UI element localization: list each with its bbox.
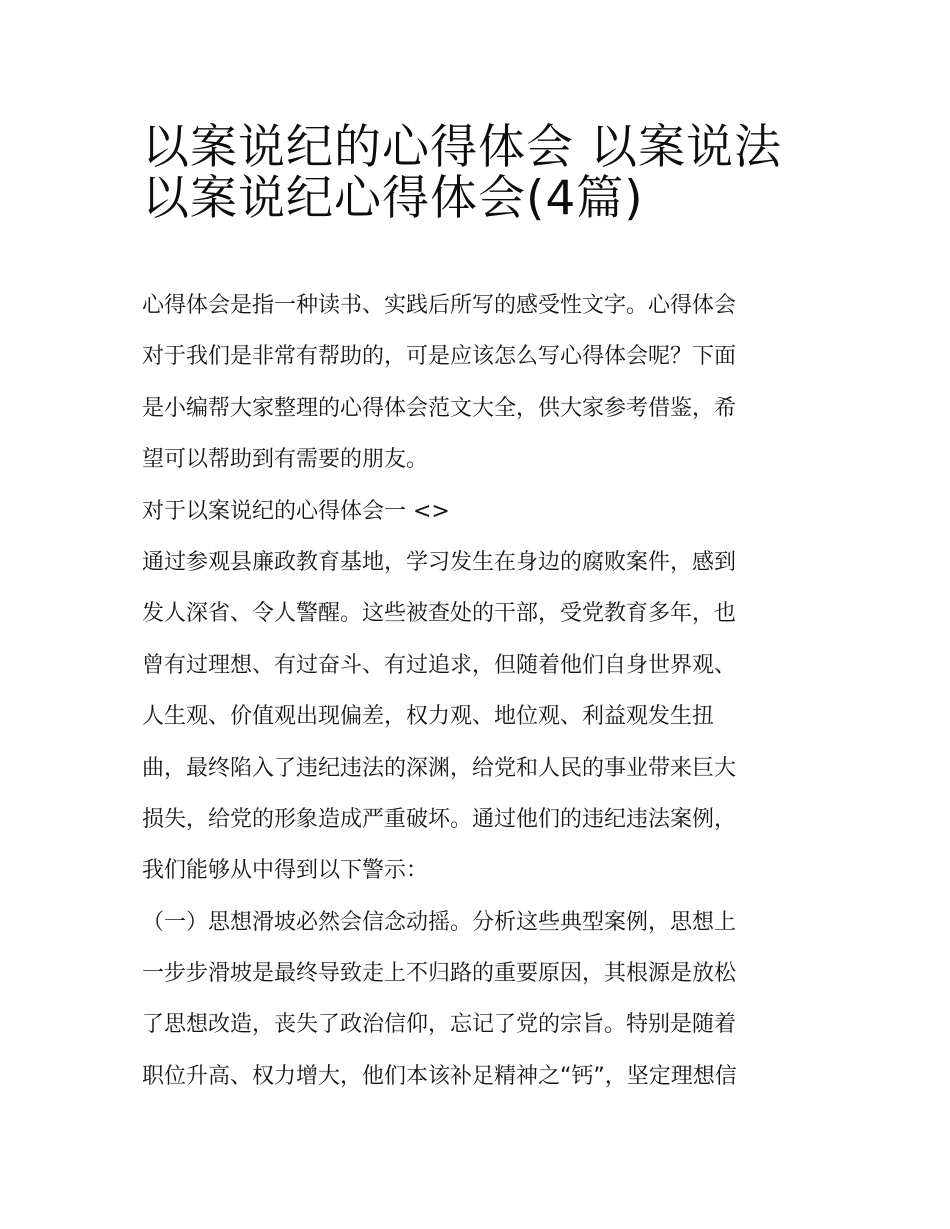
text-line: 人生观、价值观出现偏差，权力观、地位观、利益观发生扭 bbox=[142, 704, 715, 730]
text-line: 曾有过理想、有过奋斗、有过追求，但随着他们自身世界观、 bbox=[142, 652, 737, 678]
intro-paragraph bbox=[142, 280, 814, 486]
body-paragraph bbox=[142, 897, 814, 1103]
text-line: 对于以案说纪的心得体会一 <> bbox=[142, 498, 450, 524]
document-title bbox=[142, 114, 822, 227]
document-body bbox=[142, 280, 814, 1102]
text-line: （一）思想滑坡必然会信念动摇。分析这些典型案例，思想上 bbox=[142, 909, 737, 935]
section-heading bbox=[142, 486, 814, 537]
text-line: 对于我们是非常有帮助的，可是应该怎么写心得体会呢？下面 bbox=[142, 344, 737, 370]
title-line: 以案说纪的心得体会 以案说法 bbox=[142, 120, 782, 175]
text-line: 损失，给党的形象造成严重破坏。通过他们的违纪违法案例， bbox=[142, 806, 737, 832]
text-line: 望可以帮助到有需要的朋友。 bbox=[142, 447, 429, 473]
text-line: 心得体会是指一种读书、实践后所写的感受性文字。心得体会 bbox=[142, 293, 737, 318]
text-line: 一步步滑坡是最终导致走上不归路的重要原因，其根源是放松 bbox=[142, 961, 737, 987]
text-line: 曲，最终陷入了违纪违法的深渊，给党和人民的事业带来巨大 bbox=[142, 755, 737, 781]
text-line: 发人深省、令人警醒。这些被查处的干部，受党教育多年，也 bbox=[142, 601, 737, 627]
body-paragraph bbox=[142, 537, 814, 897]
text-line: 了思想改造，丧失了政治信仰，忘记了党的宗旨。特别是随着 bbox=[142, 1012, 737, 1038]
text-line: 职位升高、权力增大，他们本该补足精神之“钙”，坚定理想信 bbox=[142, 1063, 737, 1089]
text-line: 通过参观县廉政教育基地，学习发生在身边的腐败案件，感到 bbox=[142, 549, 737, 575]
text-line: 是小编帮大家整理的心得体会范文大全，供大家参考借鉴，希 bbox=[142, 395, 737, 421]
text-line: 我们能够从中得到以下警示： bbox=[142, 858, 429, 884]
title-line: 以案说纪心得体会(4篇) bbox=[142, 171, 644, 227]
